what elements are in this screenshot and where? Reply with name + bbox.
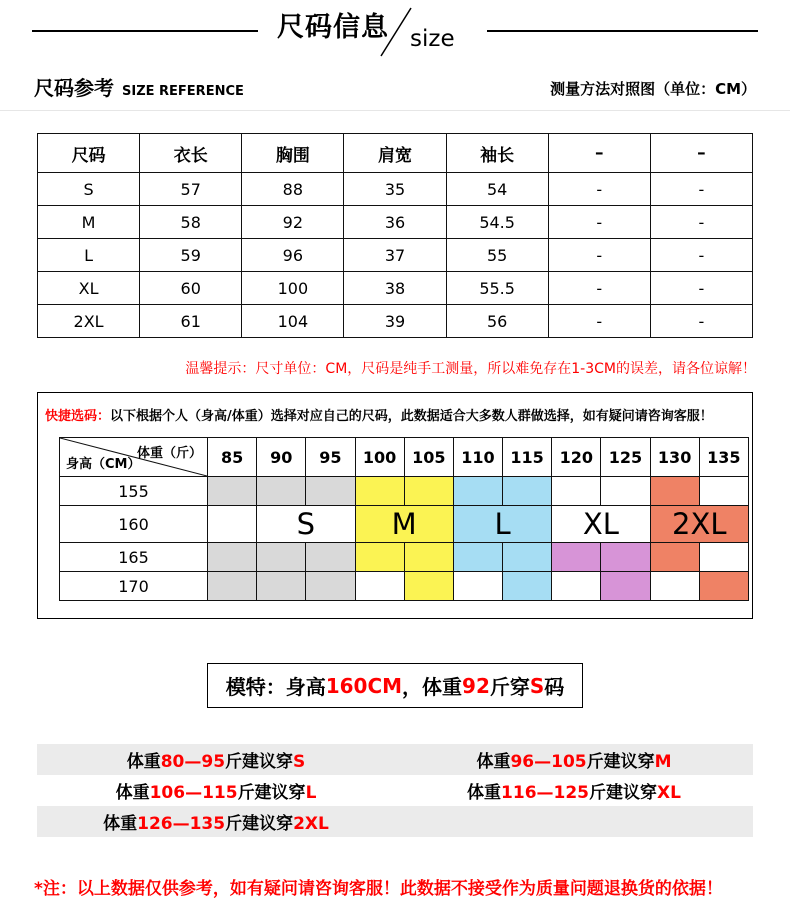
size-table-cell: 60 <box>140 272 242 305</box>
size-table <box>37 133 753 338</box>
size-table-cell: L <box>38 239 140 272</box>
recommendations <box>37 744 753 837</box>
size-table-cell: 54 <box>446 173 548 206</box>
recommendation-row <box>37 806 753 837</box>
grid-cell <box>650 477 699 506</box>
text-segment: 106—115 <box>149 783 238 803</box>
text-segment: 体重 <box>115 783 150 803</box>
grid-cell <box>650 572 699 601</box>
size-table-cell: 88 <box>242 173 344 206</box>
grid-cell <box>552 543 601 572</box>
text-segment: 快捷选码： <box>45 409 111 424</box>
footnote: *注：以上数据仅供参考，如有疑问请咨询客服！此数据不接受作为质量问题退换货的依据！ <box>34 879 723 899</box>
grid-cell <box>699 543 748 572</box>
text-segment: 体重 <box>126 752 161 772</box>
size-table-cell: 37 <box>344 239 446 272</box>
size-table-cell: 100 <box>242 272 344 305</box>
page-title-en: size <box>410 26 455 52</box>
quick-select-heading <box>38 405 752 424</box>
slash-icon <box>378 5 414 59</box>
size-reference-en: SIZE REFERENCE <box>122 84 244 99</box>
size-table-body <box>38 173 753 338</box>
size-table-cell: - <box>548 305 650 338</box>
grid-cell <box>355 477 404 506</box>
text-segment: 92 <box>462 673 490 698</box>
size-table-header: 尺码 <box>38 134 140 173</box>
grid-cell <box>208 477 257 506</box>
grid-cell <box>699 572 748 601</box>
text-segment: S <box>293 752 306 772</box>
text-segment: ，体重 <box>402 675 463 699</box>
text-segment: 斤建议穿 <box>586 752 655 772</box>
grid-cell <box>453 543 502 572</box>
size-table-cell: - <box>548 272 650 305</box>
size-table-cell: 57 <box>140 173 242 206</box>
grid-cell <box>208 506 257 543</box>
grid-corner-cell <box>60 438 208 477</box>
weight-header: 105 <box>404 438 453 477</box>
size-table-cell: M <box>38 206 140 239</box>
text-segment: S <box>529 673 545 698</box>
recommendation-text <box>37 809 395 834</box>
grid-cell <box>601 477 650 506</box>
grid-cell <box>503 572 552 601</box>
grid-cell <box>257 477 306 506</box>
height-label: 160 <box>60 506 208 543</box>
size-table-cell: - <box>548 206 650 239</box>
size-table-cell: XL <box>38 272 140 305</box>
reference-header <box>0 72 790 101</box>
size-table-cell: - <box>650 206 752 239</box>
grid-cell <box>208 572 257 601</box>
weight-header: 130 <box>650 438 699 477</box>
size-table-cell: 55 <box>446 239 548 272</box>
grid-cell <box>404 477 453 506</box>
size-table-cell: - <box>650 239 752 272</box>
grid-cell <box>601 572 650 601</box>
grid-cell <box>503 543 552 572</box>
text-segment: 码 <box>544 675 565 699</box>
size-table-cell: - <box>548 173 650 206</box>
text-segment: M <box>654 752 672 772</box>
grid-cell <box>306 477 355 506</box>
grid-row <box>60 543 749 572</box>
title-rule-left <box>32 30 258 32</box>
corner-weight-label: 体重（斤） <box>136 446 202 461</box>
quick-select-box <box>37 392 753 619</box>
grid-row <box>60 572 749 601</box>
size-table-cell: 59 <box>140 239 242 272</box>
text-segment: 80—95 <box>160 752 226 772</box>
size-table-cell: - <box>548 239 650 272</box>
size-table-row <box>38 206 753 239</box>
text-segment: 以下根据个人（身高/体重）选择对应自己的尺码，此数据适合大多数人群做选择，如有疑问请咨询客服！ <box>110 409 713 424</box>
weight-header: 120 <box>552 438 601 477</box>
size-table-cell: 58 <box>140 206 242 239</box>
grid-cell <box>552 477 601 506</box>
size-table-cell: - <box>650 173 752 206</box>
recommendation-text <box>37 747 395 772</box>
size-table-head-row <box>38 134 753 173</box>
section-divider <box>0 110 790 111</box>
size-table-cell: 96 <box>242 239 344 272</box>
size-table-cell: 61 <box>140 305 242 338</box>
text-segment: 斤建议穿 <box>589 783 658 803</box>
title-rule-right <box>487 30 758 32</box>
page-title: 尺码信息 <box>277 12 389 43</box>
recommendation-text <box>395 778 753 803</box>
page-header <box>0 0 790 72</box>
grid-cell <box>257 543 306 572</box>
grid-cell <box>404 543 453 572</box>
text-segment: 2XL <box>293 814 329 834</box>
size-table-cell: 36 <box>344 206 446 239</box>
text-segment: 96—105 <box>510 752 587 772</box>
size-table-cell: - <box>650 305 752 338</box>
grid-cell <box>306 543 355 572</box>
grid-cell <box>208 543 257 572</box>
text-segment: 116—125 <box>501 783 590 803</box>
weight-header: 85 <box>208 438 257 477</box>
grid-body <box>60 477 749 601</box>
grid-head-row <box>60 438 749 477</box>
weight-header: 100 <box>355 438 404 477</box>
size-table-cell: 56 <box>446 305 548 338</box>
size-reference-title <box>34 72 244 101</box>
text-segment: 体重 <box>103 814 138 834</box>
model-note <box>207 663 583 708</box>
weight-header: 95 <box>306 438 355 477</box>
size-table-cell: S <box>38 173 140 206</box>
recommendation-text <box>37 778 395 803</box>
weight-header: 115 <box>503 438 552 477</box>
grid-cell <box>306 572 355 601</box>
grid-row <box>60 477 749 506</box>
recommendation-row <box>37 775 753 806</box>
grid-cell <box>453 572 502 601</box>
size-table-cell: 92 <box>242 206 344 239</box>
size-zone-cell: XL <box>552 506 650 543</box>
weight-header: 90 <box>257 438 306 477</box>
height-weight-grid <box>59 437 749 601</box>
grid-cell <box>503 477 552 506</box>
text-segment: 模特：身高 <box>225 675 326 699</box>
size-table-cell: 54.5 <box>446 206 548 239</box>
grid-row <box>60 506 749 543</box>
text-segment: 体重 <box>476 752 511 772</box>
weight-header: 125 <box>601 438 650 477</box>
text-segment: XL <box>657 783 681 803</box>
recommendation-text <box>395 747 753 772</box>
size-table-header: 衣长 <box>140 134 242 173</box>
size-table-cell: 35 <box>344 173 446 206</box>
size-table-cell: 2XL <box>38 305 140 338</box>
size-table-header: 肩宽 <box>344 134 446 173</box>
text-segment: L <box>305 783 317 803</box>
size-table-cell: - <box>650 272 752 305</box>
text-segment: 斤建议穿 <box>225 752 294 772</box>
size-table-row <box>38 272 753 305</box>
size-table-header: – <box>650 134 752 173</box>
measurement-tip: 温馨提示：尺寸单位：CM，尺码是纯手工测量，所以难免存在1-3CM的误差，请各位谅解！ <box>185 361 756 377</box>
size-table-row <box>38 305 753 338</box>
grid-cell <box>650 543 699 572</box>
size-table-header: 袖长 <box>446 134 548 173</box>
size-table-header: – <box>548 134 650 173</box>
size-table-cell: 39 <box>344 305 446 338</box>
weight-header: 110 <box>453 438 502 477</box>
grid-cell <box>552 572 601 601</box>
size-table-cell: 38 <box>344 272 446 305</box>
height-label: 170 <box>60 572 208 601</box>
size-zone-cell: L <box>453 506 551 543</box>
grid-cell <box>453 477 502 506</box>
text-segment: 斤穿 <box>489 675 530 699</box>
text-segment: 斤建议穿 <box>237 783 306 803</box>
size-table-row <box>38 239 753 272</box>
size-table-cell: 55.5 <box>446 272 548 305</box>
text-segment: 斤建议穿 <box>225 814 294 834</box>
corner-height-label: 身高（CM） <box>66 457 141 472</box>
grid-cell <box>257 572 306 601</box>
text-segment: 160CM <box>325 673 403 698</box>
size-reference-cn: 尺码参考 <box>34 76 114 100</box>
grid-cell <box>404 572 453 601</box>
text-segment: 126—135 <box>137 814 226 834</box>
size-zone-cell: S <box>257 506 355 543</box>
height-label: 165 <box>60 543 208 572</box>
measure-note: 测量方法对照图（单位：CM） <box>550 80 756 98</box>
grid-cell <box>699 477 748 506</box>
text-segment: 体重 <box>467 783 502 803</box>
size-table-header: 胸围 <box>242 134 344 173</box>
grid-cell <box>355 543 404 572</box>
size-zone-cell: M <box>355 506 453 543</box>
weight-header: 135 <box>699 438 748 477</box>
size-zone-cell: 2XL <box>650 506 748 543</box>
height-label: 155 <box>60 477 208 506</box>
size-table-cell: 104 <box>242 305 344 338</box>
recommendation-row <box>37 744 753 775</box>
size-table-row <box>38 173 753 206</box>
grid-cell <box>601 543 650 572</box>
grid-cell <box>355 572 404 601</box>
